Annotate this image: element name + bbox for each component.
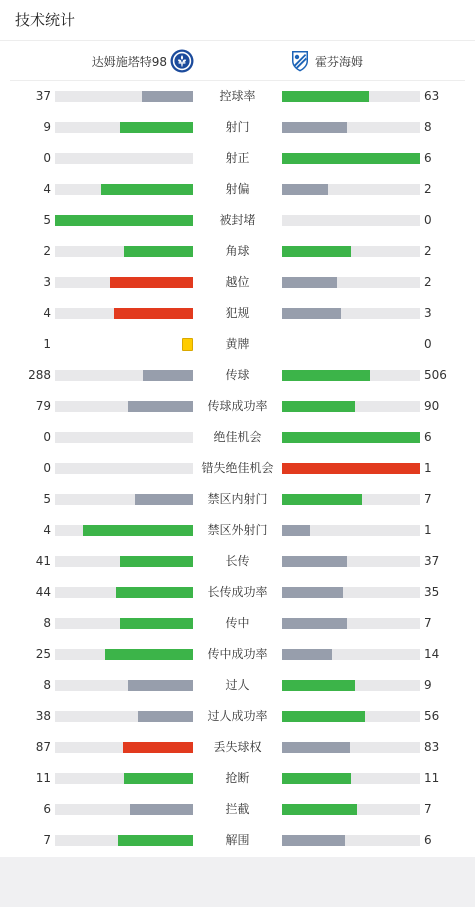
home-value: 87 bbox=[35, 740, 51, 754]
home-bar-fill bbox=[116, 587, 193, 598]
away-bar-fill bbox=[282, 277, 337, 288]
away-bar-fill bbox=[282, 773, 351, 784]
away-bar-track bbox=[282, 649, 420, 660]
stat-row bbox=[0, 453, 475, 484]
away-bar-fill bbox=[282, 556, 347, 567]
home-bar-track bbox=[55, 184, 193, 195]
home-bar-track bbox=[55, 308, 193, 319]
home-bar-fill bbox=[105, 649, 193, 660]
teams-header bbox=[10, 41, 465, 81]
stat-row bbox=[0, 422, 475, 453]
home-value: 1 bbox=[43, 337, 51, 351]
away-value: 1 bbox=[424, 523, 432, 537]
away-value: 7 bbox=[424, 616, 432, 630]
stat-label: 解围 bbox=[225, 833, 250, 847]
away-bar-fill bbox=[282, 122, 347, 133]
stat-row bbox=[0, 515, 475, 546]
stat-label: 错失绝佳机会 bbox=[201, 461, 274, 475]
home-bar-fill bbox=[135, 494, 193, 505]
home-bar-fill bbox=[83, 525, 193, 536]
stat-label: 过人 bbox=[225, 678, 250, 692]
away-bar-fill bbox=[282, 525, 310, 536]
stats-list bbox=[0, 81, 475, 856]
away-bar-track bbox=[282, 184, 420, 195]
home-bar-fill bbox=[138, 711, 193, 722]
stat-row bbox=[0, 267, 475, 298]
home-bar-track bbox=[55, 773, 193, 784]
away-bar-fill bbox=[282, 587, 343, 598]
home-value: 0 bbox=[43, 151, 51, 165]
home-bar-track bbox=[55, 835, 193, 846]
home-value: 288 bbox=[28, 368, 51, 382]
away-bar-fill bbox=[282, 835, 345, 846]
away-bar-fill bbox=[282, 680, 355, 691]
away-bar-fill bbox=[282, 246, 351, 257]
stat-label: 抢断 bbox=[225, 771, 250, 785]
home-bar-track bbox=[55, 401, 193, 412]
home-bar-track bbox=[55, 494, 193, 505]
stat-row bbox=[0, 298, 475, 329]
stat-row bbox=[0, 174, 475, 205]
stat-row bbox=[0, 670, 475, 701]
home-bar-track bbox=[55, 742, 193, 753]
stat-row bbox=[0, 732, 475, 763]
away-bar-fill bbox=[282, 401, 355, 412]
stat-row bbox=[0, 329, 475, 360]
home-bar-track bbox=[55, 122, 193, 133]
home-value: 8 bbox=[43, 678, 51, 692]
home-value: 38 bbox=[35, 709, 51, 723]
away-bar-track bbox=[282, 308, 420, 319]
away-bar-fill bbox=[282, 711, 365, 722]
away-team[interactable] bbox=[288, 49, 363, 73]
home-value: 7 bbox=[43, 833, 51, 847]
away-bar-track bbox=[282, 835, 420, 846]
stat-label: 被封堵 bbox=[219, 213, 256, 227]
stat-label: 射门 bbox=[225, 120, 250, 134]
away-bar-track bbox=[282, 804, 420, 815]
away-value: 0 bbox=[424, 213, 432, 227]
home-value: 5 bbox=[43, 213, 51, 227]
stat-label: 射偏 bbox=[225, 182, 250, 196]
home-value: 4 bbox=[43, 182, 51, 196]
away-bar-fill bbox=[282, 742, 350, 753]
home-bar-fill bbox=[123, 742, 193, 753]
away-value: 3 bbox=[424, 306, 432, 320]
home-bar-fill bbox=[124, 773, 193, 784]
away-bar-track bbox=[282, 494, 420, 505]
away-value: 2 bbox=[424, 275, 432, 289]
away-bar-track bbox=[282, 525, 420, 536]
away-value: 35 bbox=[424, 585, 440, 599]
stat-row bbox=[0, 701, 475, 732]
stat-label: 绝佳机会 bbox=[213, 430, 262, 444]
away-bar-fill bbox=[282, 432, 420, 443]
away-bar-track bbox=[282, 122, 420, 133]
home-value: 6 bbox=[43, 802, 51, 816]
away-bar-fill bbox=[282, 649, 332, 660]
away-value: 56 bbox=[424, 709, 440, 723]
stat-row bbox=[0, 546, 475, 577]
away-value: 90 bbox=[424, 399, 440, 413]
darmstadt-crest-icon bbox=[170, 49, 194, 73]
home-value: 3 bbox=[43, 275, 51, 289]
home-value: 11 bbox=[35, 771, 51, 785]
stat-label: 传球 bbox=[225, 368, 250, 382]
home-bar-track bbox=[55, 463, 193, 474]
away-value: 63 bbox=[424, 89, 440, 103]
home-bar-track bbox=[55, 432, 193, 443]
home-value: 44 bbox=[35, 585, 51, 599]
stat-label: 丢失球权 bbox=[213, 740, 262, 754]
away-bar-fill bbox=[282, 370, 370, 381]
home-bar-track bbox=[55, 525, 193, 536]
away-value: 6 bbox=[424, 833, 432, 847]
away-value: 506 bbox=[424, 368, 447, 382]
stat-row bbox=[0, 825, 475, 856]
away-bar-fill bbox=[282, 804, 357, 815]
home-bar-track bbox=[55, 711, 193, 722]
home-value: 41 bbox=[35, 554, 51, 568]
away-value: 9 bbox=[424, 678, 432, 692]
yellow-card-icon bbox=[182, 338, 193, 351]
home-bar-fill bbox=[143, 370, 193, 381]
away-bar-fill bbox=[282, 91, 369, 102]
home-bar-track bbox=[55, 215, 193, 226]
away-bar-fill bbox=[282, 308, 341, 319]
home-value: 0 bbox=[43, 461, 51, 475]
stat-row bbox=[0, 484, 475, 515]
home-bar-track bbox=[55, 153, 193, 164]
home-bar-fill bbox=[124, 246, 193, 257]
stat-row bbox=[0, 360, 475, 391]
home-value: 79 bbox=[35, 399, 51, 413]
home-bar-track bbox=[55, 246, 193, 257]
stat-row bbox=[0, 608, 475, 639]
home-value: 4 bbox=[43, 306, 51, 320]
away-bar-fill bbox=[282, 153, 420, 164]
away-value: 14 bbox=[424, 647, 440, 661]
away-bar-track bbox=[282, 246, 420, 257]
stat-row bbox=[0, 236, 475, 267]
home-bar-fill bbox=[55, 215, 193, 226]
stat-label: 禁区内射门 bbox=[207, 492, 268, 506]
home-bar-fill bbox=[120, 618, 193, 629]
away-bar-track bbox=[282, 153, 420, 164]
away-bar-track bbox=[282, 711, 420, 722]
away-bar-track bbox=[282, 618, 420, 629]
stat-label: 长传 bbox=[225, 554, 250, 568]
home-value: 9 bbox=[43, 120, 51, 134]
away-bar-track bbox=[282, 401, 420, 412]
stat-row bbox=[0, 143, 475, 174]
stat-label: 犯规 bbox=[225, 306, 250, 320]
away-value: 7 bbox=[424, 492, 432, 506]
away-bar-track bbox=[282, 277, 420, 288]
away-bar-track bbox=[282, 587, 420, 598]
away-bar-track bbox=[282, 773, 420, 784]
home-bar-track bbox=[55, 91, 193, 102]
home-bar-fill bbox=[120, 122, 193, 133]
home-bar-track bbox=[55, 587, 193, 598]
stat-label: 传中 bbox=[225, 616, 250, 630]
home-bar-fill bbox=[120, 556, 193, 567]
stat-label: 黄牌 bbox=[225, 337, 250, 351]
away-value: 11 bbox=[424, 771, 440, 785]
home-bar-track bbox=[55, 556, 193, 567]
stat-label: 禁区外射门 bbox=[207, 523, 268, 537]
home-team-name: 达姆施塔特98 bbox=[91, 54, 167, 69]
home-bar-fill bbox=[110, 277, 193, 288]
away-value: 37 bbox=[424, 554, 440, 568]
home-bar-fill bbox=[114, 308, 193, 319]
away-bar-track bbox=[282, 680, 420, 691]
hoffenheim-crest-icon bbox=[288, 49, 312, 73]
away-bar-fill bbox=[282, 184, 328, 195]
stat-row bbox=[0, 112, 475, 143]
stat-label: 角球 bbox=[225, 244, 250, 258]
away-value: 0 bbox=[424, 337, 432, 351]
stat-row bbox=[0, 794, 475, 825]
home-bar-track bbox=[55, 680, 193, 691]
home-bar-track bbox=[55, 277, 193, 288]
away-bar-track bbox=[282, 215, 420, 226]
stat-row bbox=[0, 205, 475, 236]
home-bar-track bbox=[55, 618, 193, 629]
away-value: 1 bbox=[424, 461, 432, 475]
away-bar-fill bbox=[282, 618, 347, 629]
away-value: 6 bbox=[424, 430, 432, 444]
home-bar-fill bbox=[128, 680, 193, 691]
stat-row bbox=[0, 577, 475, 608]
stat-label: 越位 bbox=[225, 275, 250, 289]
home-bar-fill bbox=[142, 91, 193, 102]
away-value: 2 bbox=[424, 244, 432, 258]
stat-row bbox=[0, 391, 475, 422]
home-value: 37 bbox=[35, 89, 51, 103]
home-bar-fill bbox=[118, 835, 193, 846]
away-bar-track bbox=[282, 556, 420, 567]
home-value: 2 bbox=[43, 244, 51, 258]
stat-label: 控球率 bbox=[219, 89, 256, 103]
stat-label: 长传成功率 bbox=[207, 585, 268, 599]
home-value: 5 bbox=[43, 492, 51, 506]
away-team-name: 霍芬海姆 bbox=[315, 54, 364, 69]
home-bar-fill bbox=[128, 401, 193, 412]
home-bar-fill bbox=[130, 804, 193, 815]
away-value: 7 bbox=[424, 802, 432, 816]
home-team[interactable] bbox=[92, 49, 194, 73]
stat-row bbox=[0, 639, 475, 670]
stat-label: 拦截 bbox=[225, 802, 250, 816]
home-bar-track bbox=[55, 370, 193, 381]
away-value: 8 bbox=[424, 120, 432, 134]
away-bar-fill bbox=[282, 494, 362, 505]
home-value: 25 bbox=[35, 647, 51, 661]
away-bar-track bbox=[282, 742, 420, 753]
away-value: 6 bbox=[424, 151, 432, 165]
home-value: 0 bbox=[43, 430, 51, 444]
page-title: 技术统计 bbox=[15, 11, 76, 29]
away-bar-track bbox=[282, 370, 420, 381]
home-bar-track bbox=[55, 649, 193, 660]
stat-row bbox=[0, 81, 475, 112]
stat-label: 传中成功率 bbox=[207, 647, 268, 661]
home-value: 4 bbox=[43, 523, 51, 537]
stat-row bbox=[0, 763, 475, 794]
stat-label: 射正 bbox=[225, 151, 250, 165]
home-bar-fill bbox=[101, 184, 193, 195]
away-bar-fill bbox=[282, 463, 420, 474]
away-value: 2 bbox=[424, 182, 432, 196]
away-bar-track bbox=[282, 91, 420, 102]
away-bar-track bbox=[282, 463, 420, 474]
away-value: 83 bbox=[424, 740, 440, 754]
away-bar-track bbox=[282, 432, 420, 443]
stat-label: 过人成功率 bbox=[207, 709, 268, 723]
stat-label: 传球成功率 bbox=[207, 399, 268, 413]
home-bar-track bbox=[55, 804, 193, 815]
home-value: 8 bbox=[43, 616, 51, 630]
